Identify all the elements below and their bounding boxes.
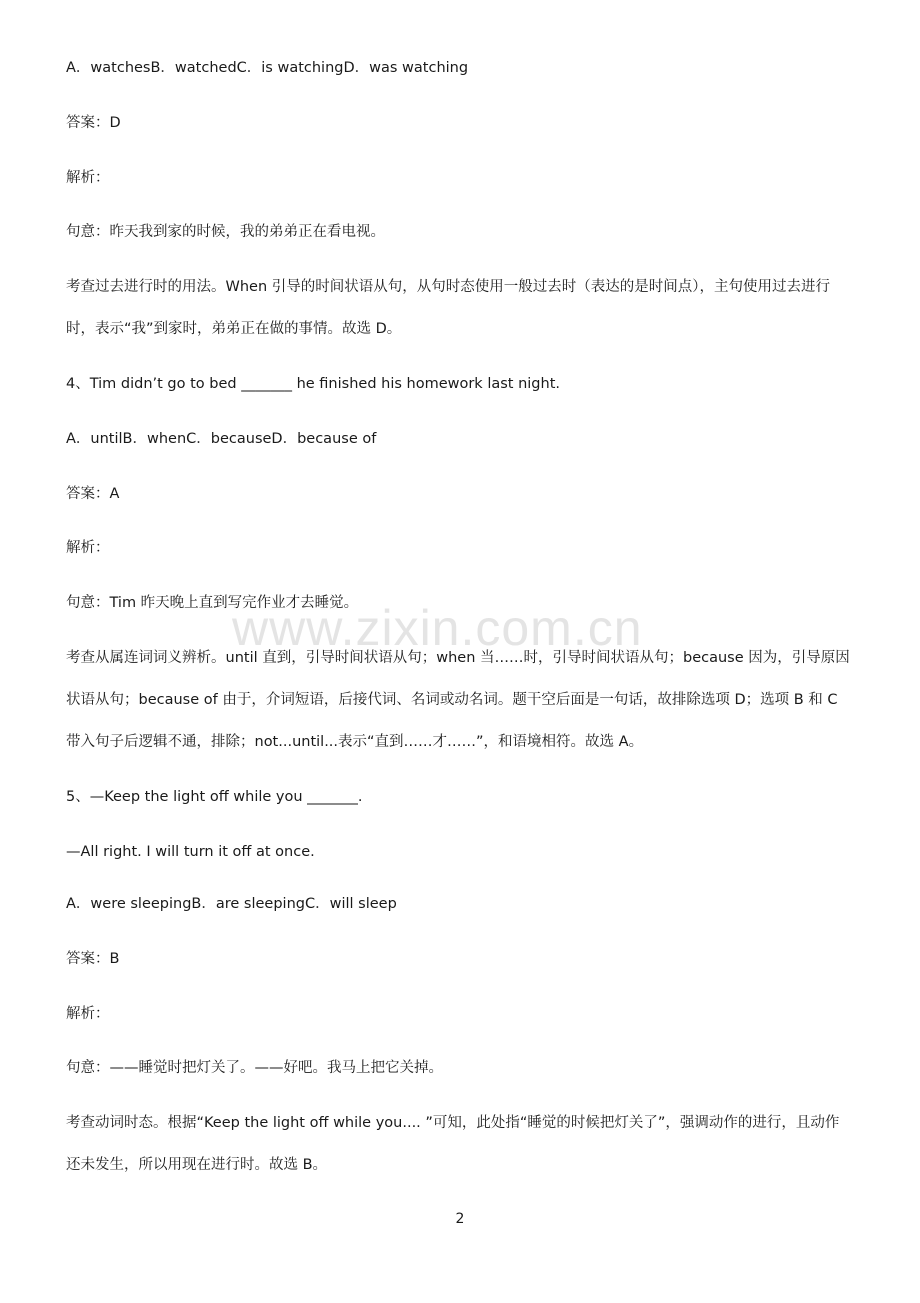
q3-explanation: 考查过去进行时的用法。When 引导的时间状语从句，从句时态使用一般过去时（表达的是时间点），主句使用过去进行时，表示“我”到家时，弟弟正在做的事情。故选 D。: [66, 279, 830, 337]
q4-explanation: 考查从属连词词义辨析。until 直到，引导时间状语从句；when 当……时，引导时间状语从句；because 因为，引导原因状语从句；because of 由于，介词短语，后接代词、名词或动名词。题干空后面是一句话，故排除选项 D；选项 B 和 C 带入句子后逻辑不通，排除；not...until...表示“直到……才……”，和语境相符。故选 A。: [66, 650, 850, 750]
q5-answer: 答案：B: [66, 951, 120, 967]
q5-question: 5、—Keep the light off while you _______.: [66, 789, 363, 805]
q4-question: 4、Tim didn’t go to bed _______ he finished his homework last night.: [66, 376, 560, 392]
q3-options: A．watchesB．watchedC．is watchingD．was watching: [66, 60, 469, 76]
q3-analysis-label: 解析：: [66, 170, 110, 186]
q5-dialogue-reply: —All right. I will turn it off at once.: [66, 844, 315, 860]
q3-answer: 答案：D: [66, 115, 121, 131]
q4-answer: 答案：A: [66, 486, 120, 502]
q5-analysis-label: 解析：: [66, 1006, 110, 1022]
q4-meaning: 句意：Tim 昨天晚上直到写完作业才去睡觉。: [66, 595, 359, 611]
q4-options: A．untilB．whenC．becauseD．because of: [66, 431, 377, 447]
page-number: 2: [455, 1211, 465, 1227]
q5-options: A．were sleepingB．are sleepingC．will sleep: [66, 896, 397, 912]
q4-analysis-label: 解析：: [66, 540, 110, 556]
watermark: www.zixin.com.cn: [232, 600, 643, 656]
q5-meaning: 句意：——睡觉时把灯关了。——好吧。我马上把它关掉。: [66, 1060, 443, 1076]
q5-explanation: 考查动词时态。根据“Keep the light off while you.... ”可知，此处指“睡觉的时候把灯关了”，强调动作的进行，且动作还未发生，所以用现在进行时。故选 B。: [66, 1115, 840, 1173]
q3-meaning: 句意：昨天我到家的时候，我的弟弟正在看电视。: [66, 224, 385, 240]
